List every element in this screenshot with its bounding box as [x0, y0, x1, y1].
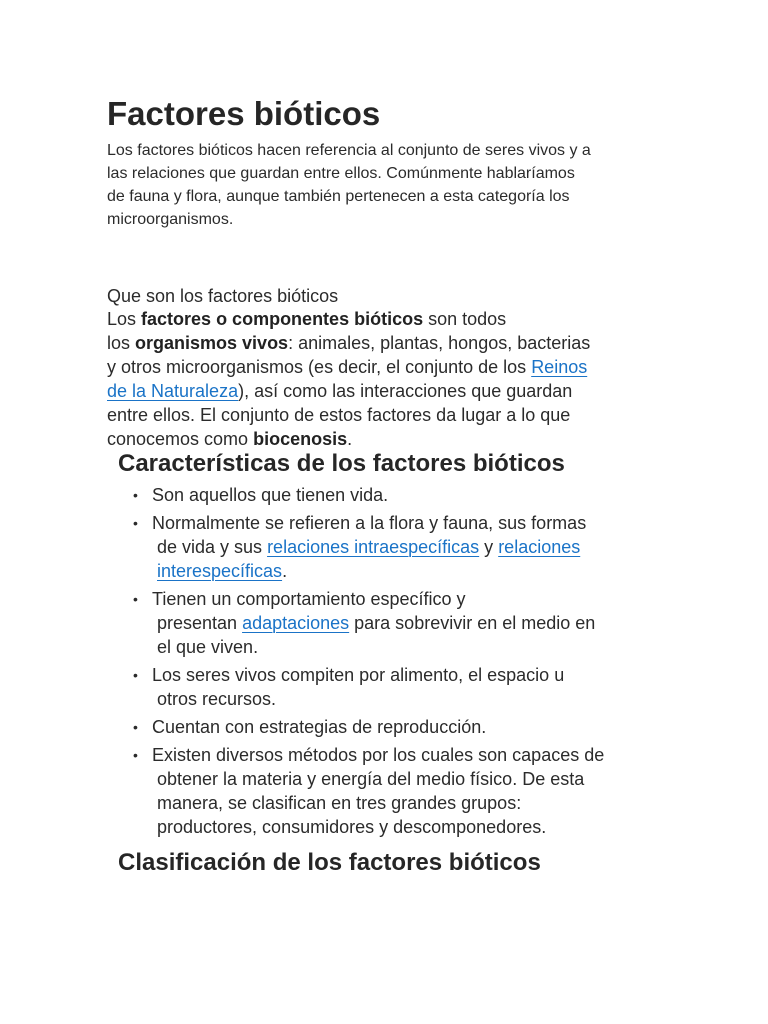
body-line [107, 379, 667, 403]
list-item-text: el que viven. [157, 637, 259, 657]
body-text: conocemos como [107, 429, 254, 449]
link-reinos-naturaleza[interactable]: Reinos [531, 357, 588, 377]
body-line [107, 331, 667, 355]
body-text: presentan [157, 613, 243, 633]
intro-paragraph [107, 139, 667, 231]
body-text: de vida y sus [157, 537, 268, 557]
bullet-icon: • [133, 719, 138, 735]
list-item [133, 587, 693, 659]
list-item [133, 511, 693, 583]
bold-term-factores: factores o componentes bióticos [141, 309, 424, 329]
intro-line: Los factores bióticos hacen referencia al conjunto de seres vivos y a [107, 142, 591, 159]
section-heading-clasificacion: Clasificación de los factores bióticos [118, 849, 541, 876]
body-text: ), así como las interacciones que guardan [238, 381, 573, 401]
link-reinos-naturaleza[interactable]: de la Naturaleza [107, 381, 239, 401]
link-adaptaciones[interactable]: adaptaciones [242, 613, 350, 633]
body-text: Los [107, 309, 142, 329]
intro-line: microorganismos. [107, 211, 234, 228]
list-item [133, 663, 693, 711]
definition-paragraph [107, 307, 667, 451]
body-line [107, 427, 667, 451]
link-relaciones-interespecificas[interactable]: interespecíficas [157, 561, 283, 581]
body-text: y otros microorganismos (es decir, el conjunto de los [107, 357, 532, 377]
body-text: . [282, 561, 288, 581]
bullet-icon: • [133, 487, 138, 503]
bullet-icon: • [133, 591, 138, 607]
list-item [133, 715, 693, 739]
list-item-text: Tienen un comportamiento específico y [152, 589, 466, 609]
list-item-text [152, 535, 693, 559]
body-line: entre ellos. El conjunto de estos factores da lugar a lo que [107, 405, 571, 425]
link-relaciones-intraespecificas[interactable]: relaciones intraespecíficas [267, 537, 480, 557]
list-item [133, 743, 693, 839]
list-item-text: Existen diversos métodos por los cuales son capaces de [152, 745, 605, 765]
bullet-icon: • [133, 515, 138, 531]
list-item-text: Normalmente se refieren a la flora y fauna, sus formas [152, 513, 587, 533]
list-item-text: productores, consumidores y descomponedores. [157, 817, 547, 837]
list-item-text: otros recursos. [157, 689, 277, 709]
intro-line: las relaciones que guardan entre ellos. Comúnmente hablaríamos [107, 165, 575, 182]
bullet-icon: • [133, 747, 138, 763]
link-relaciones-interespecificas[interactable]: relaciones [498, 537, 581, 557]
body-text: . [347, 429, 353, 449]
body-text: : animales, plantas, hongos, bacterias [288, 333, 591, 353]
body-text: los [107, 333, 136, 353]
page-title: Factores bióticos [107, 95, 381, 132]
list-item-text [152, 559, 693, 583]
bold-term-biocenosis: biocenosis [253, 429, 348, 449]
intro-line: de fauna y flora, aunque también pertenecen a esta categoría los [107, 188, 570, 205]
body-text: y [479, 537, 499, 557]
bold-term-organismos: organismos vivos [135, 333, 289, 353]
bullet-icon: • [133, 667, 138, 683]
list-item-text: manera, se clasifican en tres grandes grupos: [157, 793, 522, 813]
list-item-text [152, 611, 693, 635]
list-item [133, 483, 693, 507]
characteristics-list [133, 483, 693, 839]
definition-subtitle: Que son los factores bióticos [107, 286, 339, 306]
body-line [107, 307, 667, 331]
list-item-text: Son aquellos que tienen vida. [152, 485, 389, 505]
section-heading-caracteristicas: Características de los factores bióticos [118, 450, 565, 477]
body-text: son todos [423, 309, 507, 329]
body-text: para sobrevivir en el medio en [349, 613, 596, 633]
list-item-text: obtener la materia y energía del medio físico. De esta [157, 769, 585, 789]
list-item-text: Cuentan con estrategias de reproducción. [152, 717, 487, 737]
list-item-text: Los seres vivos compiten por alimento, el espacio u [152, 665, 565, 685]
body-line [107, 355, 667, 379]
